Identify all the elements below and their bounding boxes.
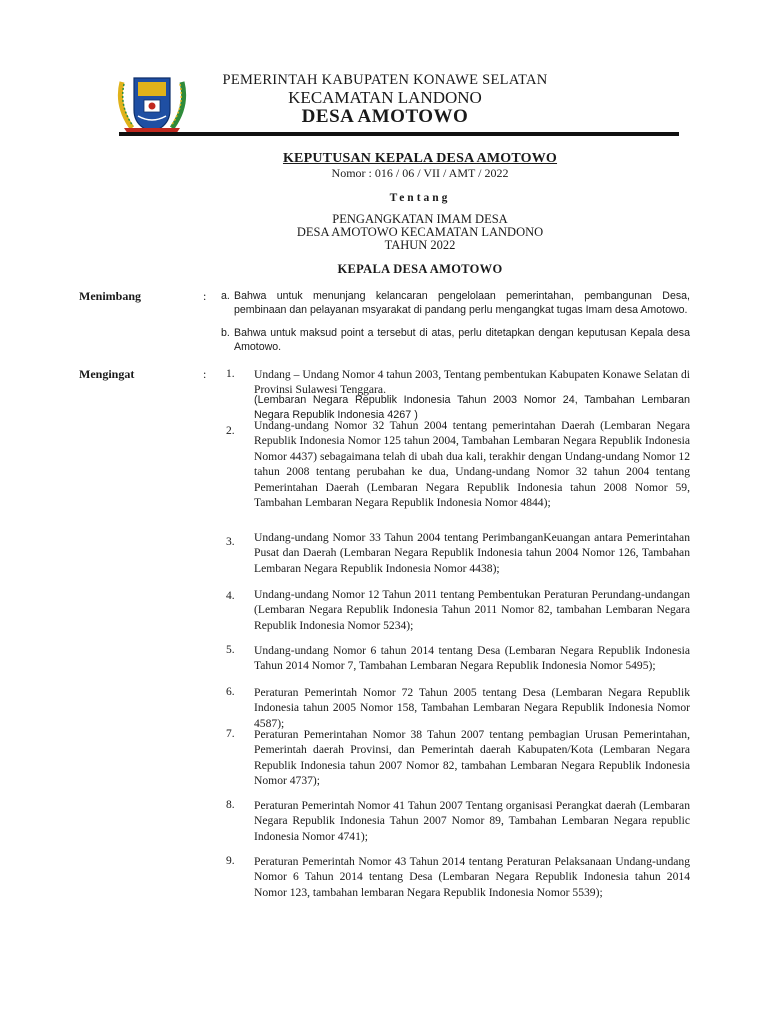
- mengingat-marker: 5.: [226, 644, 235, 656]
- mengingat-marker: 8.: [226, 799, 235, 811]
- mengingat-item: Undang-undang Nomor 32 Tahun 2004 tentang pemerintahan Daerah (Lembaran Negara Republik Indonesia Nomor 125 tahun 2004, Tambahan Lembaran Negara Republik Indonesia Nomor 4437) sebagaimana telah di ubah dua kali, terakhir dengan Undang-undang Nomor 12 tahun 2008 tentang perubahan ke dua, Undang-undang Nomor 32 tahun 2004 tentang Pemerintahan Daerah (Lembaran Negara Republik Indonesia tahun 2008 Nomor 59, Tambahan Lembaran Negara Republik Indonesia Nomor 4844);: [254, 419, 690, 510]
- mengingat-item: Undang-undang Nomor 6 tahun 2014 tentang Desa (Lembaran Negara Republik Indonesia Tahun 2014 Nomor 7, Tambahan Lembaran Negara Republik Indonesia Nomor 5495);: [254, 644, 690, 673]
- mengingat-item: Undang-undang Nomor 33 Tahun 2004 tentang PerimbanganKeuangan antara Pemerintahan Pusat dan Daerah (Lembaran Negara Republik Indonesia tahun 2004 Nomor 126, Tambahan Lembaran Negara Republik Indonesia Nomor 4438);: [254, 531, 690, 575]
- mengingat-marker: 9.: [226, 855, 235, 867]
- menimbang-marker: a.: [221, 290, 230, 302]
- letterhead-village: DESA AMOTOWO: [301, 106, 469, 127]
- letterhead-district: KECAMATAN LANDONO: [288, 88, 482, 107]
- mengingat-marker: 7.: [226, 728, 235, 740]
- decree-issuer-heading: KEPALA DESA AMOTOWO: [337, 262, 503, 276]
- mengingat-item: Peraturan Pemerintah Nomor 41 Tahun 2007 Tentang organisasi Perangkat daerah (Lembaran Negara Republik Indonesia Tahun 2007 Nomor 89, Tambahan Lembaran Negara republic Indonesia Nomor 4741);: [254, 799, 690, 843]
- kabupaten-emblem-logo: [114, 72, 190, 136]
- mengingat-item-note: (Lembaran Negara Republik Indonesia Tahun 2003 Nomor 24, Tambahan Lembaran Negara Republik Indonesia 4267 ): [254, 394, 690, 421]
- mengingat-marker: 2.: [226, 425, 235, 437]
- menimbang-item: Bahwa untuk menunjang kelancaran pengelolaan pemerintahan, pembangunan Desa, pembinaan dan pelayanan msyarakat di pandang perlu mengangkat tugas Imam desa Amotowo.: [234, 290, 690, 316]
- mengingat-marker: 3.: [226, 536, 235, 548]
- decree-title: KEPUTUSAN KEPALA DESA AMOTOWO: [282, 151, 558, 166]
- mengingat-item: Peraturan Pemerintah Nomor 72 Tahun 2005 tentang Desa (Lembaran Negara Republik Indonesia tahun 2005 Nomor 158, Tambahan Lembaran Negara Republik Indonesia Nomor 4587);: [254, 686, 690, 730]
- mengingat-marker: 6.: [226, 686, 235, 698]
- decree-subject-line: PENGANGKATAN IMAM DESA: [332, 212, 508, 226]
- menimbang-item: Bahwa untuk maksud point a tersebut di atas, perlu ditetapkan dengan keputusan Kepala desa Amotowo.: [234, 327, 690, 353]
- mengingat-colon: :: [203, 367, 207, 381]
- mengingat-item: Undang – Undang Nomor 4 tahun 2003, Tentang pembentukan Kabupaten Konawe Selatan di Provinsi Sulawesi Tenggara.: [254, 368, 690, 397]
- mengingat-marker: 1.: [226, 368, 235, 380]
- mengingat-item: Peraturan Pemerintah Nomor 43 Tahun 2014 tentang Peraturan Pelaksanaan Undang-undang Nomor 6 Tahun 2014 tentang Desa (Lembaran Negara Republik Indonesia tahun 2014 Nomor 123, tambahan lembaran Negara Republik Indonesia Nomor 5539);: [254, 855, 690, 899]
- decree-subject-line: TAHUN 2022: [384, 238, 456, 252]
- decree-tentang-heading: Tentang: [389, 192, 451, 204]
- decree-subject-line: DESA AMOTOWO KECAMATAN LANDONO: [296, 225, 544, 239]
- decree-number: Nomor : 016 / 06 / VII / AMT / 2022: [331, 166, 509, 180]
- letterhead-government: PEMERINTAH KABUPATEN KONAWE SELATAN: [222, 72, 548, 88]
- letterhead-divider: [119, 132, 679, 136]
- menimbang-colon: :: [203, 289, 207, 303]
- mengingat-label: Mengingat: [79, 367, 135, 381]
- menimbang-label: Menimbang: [79, 289, 142, 303]
- mengingat-item: Peraturan Pemerintahan Nomor 38 Tahun 2007 tentang pembagian Urusan Pemerintahan, Pemerintah daerah Provinsi, dan Pemerintah daerah Kabupaten/Kota (Lembaran Negara Republik Indonesia tahun 2007 Nomor 82, tambahan Lembaran Negara Republik Indonesia Nomor 4737);: [254, 728, 690, 788]
- menimbang-marker: b.: [221, 327, 230, 339]
- mengingat-marker: 4.: [226, 590, 235, 602]
- mengingat-item: Undang-undang Nomor 12 Tahun 2011 tentang Pembentukan Peraturan Perundang-undangan (Lembaran Negara Republik Indonesia Tahun 2011 Nomor 82, tambahan Lembaran Negara Republik Indonesia Nomor 5234);: [254, 588, 690, 632]
